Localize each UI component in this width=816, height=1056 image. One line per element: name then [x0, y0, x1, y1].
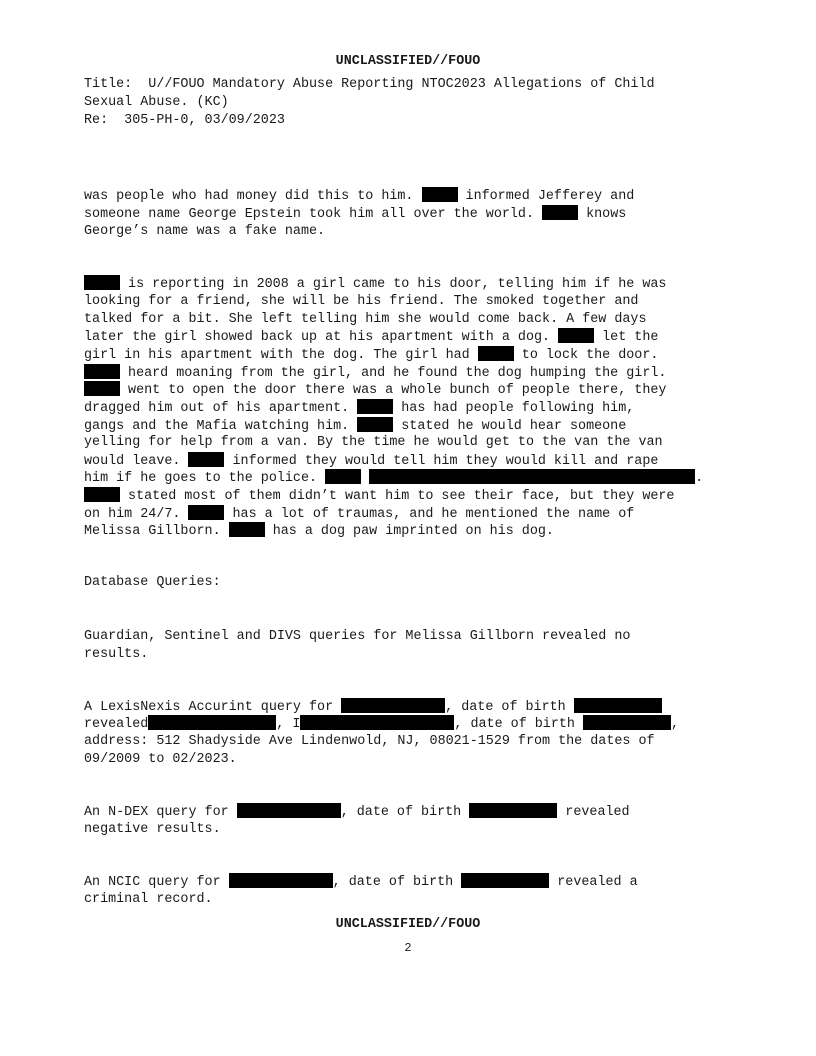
- redaction: [84, 381, 120, 396]
- lexis-line2: revealed , I , date of birth ,: [84, 717, 680, 732]
- para2-line: is reporting in 2008 a girl came to his door, telling him if he was: [84, 275, 666, 293]
- classification-header: UNCLASSIFIED//FOUO: [335, 54, 481, 69]
- redaction: [478, 346, 514, 361]
- para1-line1: was people who had money did this to him. informed Jefferey and: [84, 189, 635, 204]
- ncic-line2: criminal record.: [84, 892, 213, 907]
- para2-line: talked for a bit. She left telling him she would come back. A few days: [84, 312, 647, 327]
- redaction: [422, 187, 458, 202]
- redaction: [188, 452, 224, 467]
- redaction: [84, 364, 120, 379]
- redaction: [237, 803, 341, 818]
- para2-line: went to open the door there was a whole bunch of people there, they: [84, 381, 666, 399]
- lexis-line1: A LexisNexis Accurint query for , date of birth: [84, 698, 662, 716]
- redaction: [229, 873, 333, 888]
- para2-line: him if he goes to the police. .: [84, 471, 704, 486]
- redaction: [300, 715, 454, 730]
- para2-line: later the girl showed back up at his apartment with a dog. let the: [84, 330, 659, 345]
- redaction: [357, 399, 393, 414]
- para2-line: would leave. informed they would tell him they would kill and rape: [84, 454, 659, 469]
- ndex-line1: An N-DEX query for , date of birth revealed: [84, 805, 630, 820]
- redaction: [341, 698, 445, 713]
- redaction: [325, 469, 361, 484]
- page-number: 2: [404, 941, 412, 955]
- para1-line2: someone name George Epstein took him all over the world. knows: [84, 207, 627, 222]
- guardian-line1: Guardian, Sentinel and DIVS queries for Melissa Gillborn revealed no: [84, 629, 631, 644]
- para2-line: stated most of them didn’t want him to see their face, but they were: [84, 487, 674, 505]
- para2-line: heard moaning from the girl, and he found the dog humping the girl.: [84, 364, 666, 382]
- para2-line: looking for a friend, she will be his friend. The smoked together and: [84, 294, 639, 309]
- title-line-2: Sexual Abuse. (KC): [84, 95, 229, 110]
- redaction: [84, 487, 120, 502]
- redaction: [229, 522, 265, 537]
- para2-line: on him 24/7. has a lot of traumas, and he mentioned the name of: [84, 507, 635, 522]
- para2-line: yelling for help from a van. By the time he would get to the van the van: [84, 435, 663, 450]
- lexis-line3: address: 512 Shadyside Ave Lindenwold, NJ, 08021-1529 from the dates of: [84, 734, 655, 749]
- redaction: [461, 873, 549, 888]
- redaction: [148, 715, 276, 730]
- redaction: [188, 505, 224, 520]
- lexis-line4: 09/2009 to 02/2023.: [84, 752, 237, 767]
- redaction: [469, 803, 557, 818]
- redaction: [542, 205, 578, 220]
- redaction: [369, 469, 695, 484]
- redaction: [558, 328, 594, 343]
- classification-footer: UNCLASSIFIED//FOUO: [335, 917, 481, 932]
- redaction: [583, 715, 671, 730]
- guardian-line2: results.: [84, 647, 149, 662]
- para1-line3: George’s name was a fake name.: [84, 224, 326, 239]
- ndex-line2: negative results.: [84, 822, 221, 837]
- redaction: [574, 698, 662, 713]
- redaction: [84, 275, 120, 290]
- para2-line: Melissa Gillborn. has a dog paw imprinted on his dog.: [84, 524, 554, 539]
- title-line-1: Title: U//FOUO Mandatory Abuse Reporting NTOC2023 Allegations of Child: [84, 77, 655, 92]
- para2-line: girl in his apartment with the dog. The girl had to lock the door.: [84, 348, 659, 363]
- para2-line: gangs and the Mafia watching him. stated he would hear someone: [84, 419, 627, 434]
- ncic-line1: An NCIC query for , date of birth revealed a: [84, 875, 638, 890]
- para2-line: dragged him out of his apartment. has had people following him,: [84, 401, 635, 416]
- re-line: Re: 305-PH-0, 03/09/2023: [84, 113, 285, 128]
- redaction: [357, 417, 393, 432]
- database-queries-heading: Database Queries:: [84, 575, 221, 590]
